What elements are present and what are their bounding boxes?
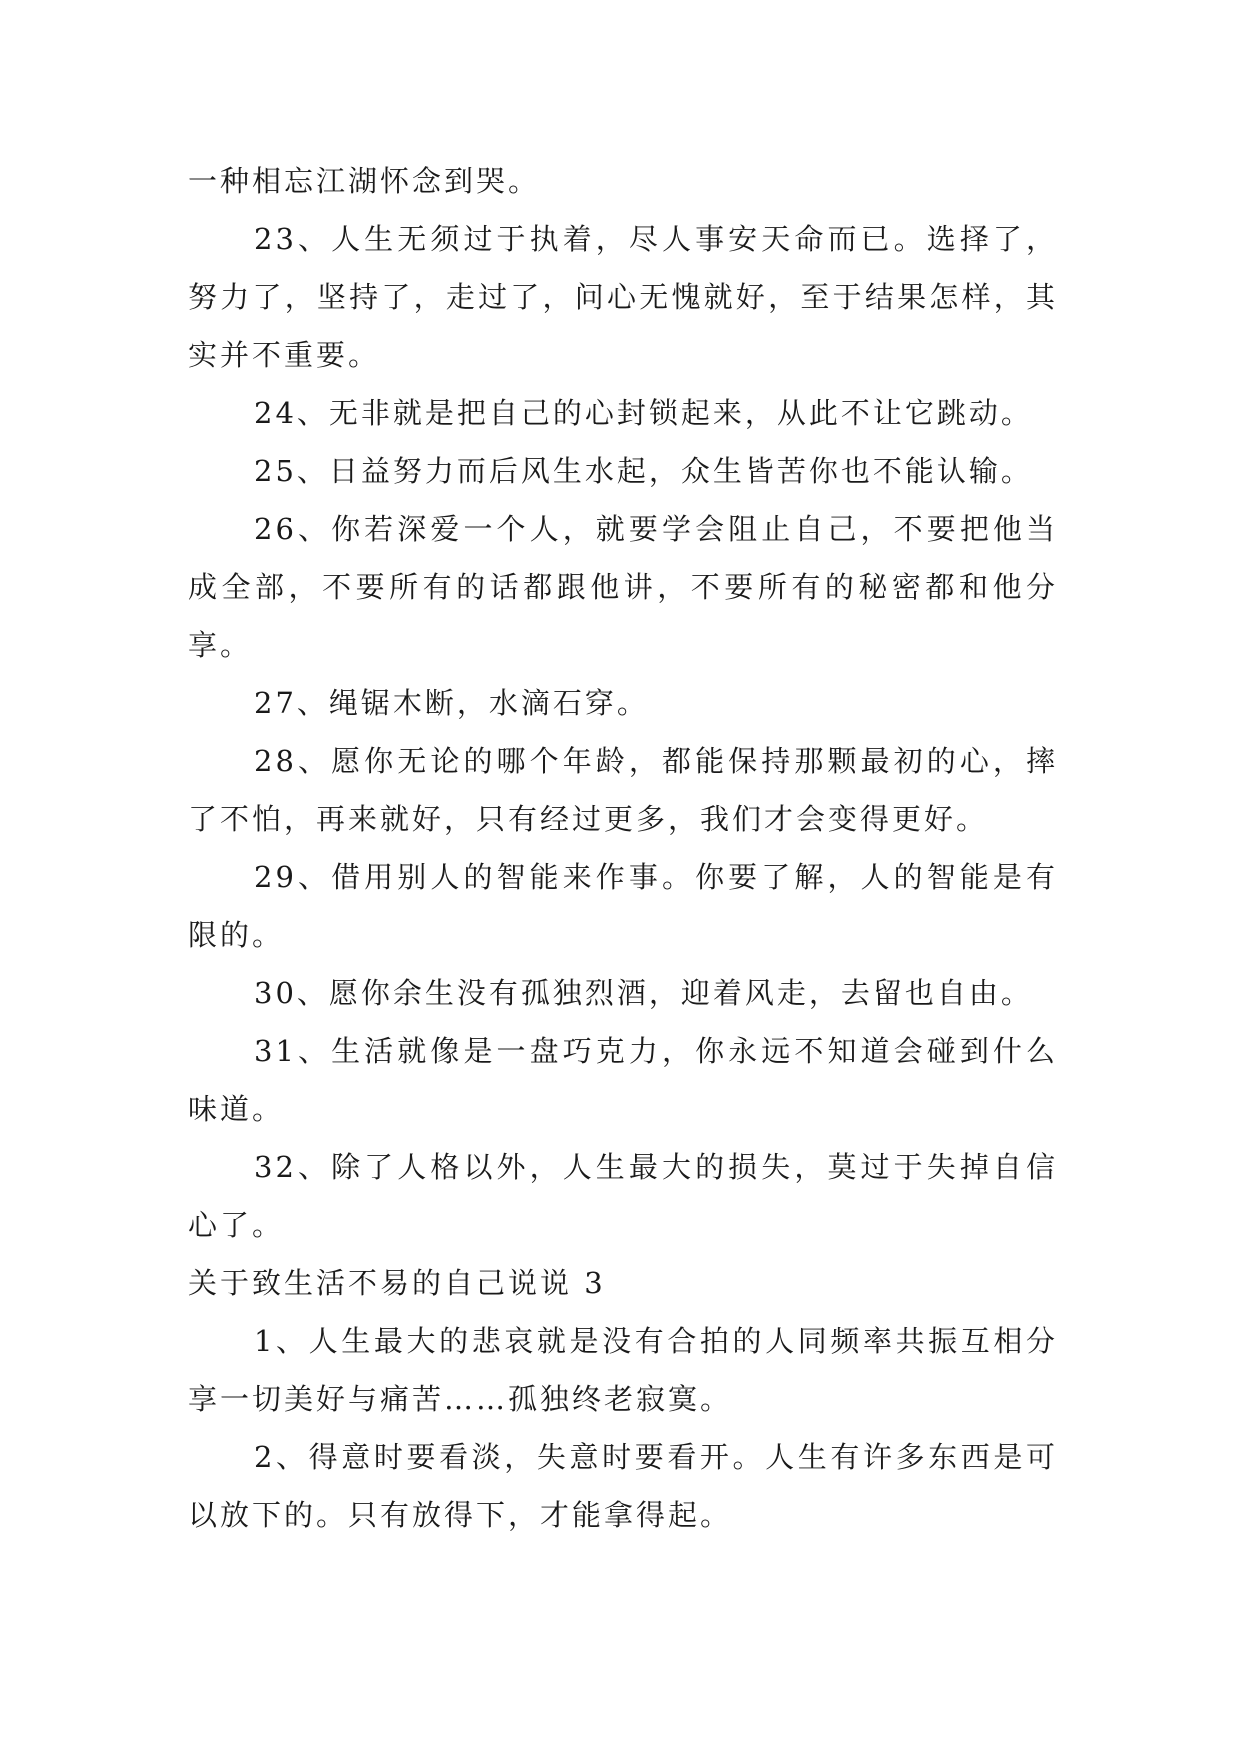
- paragraph-item-30: 30、愿你余生没有孤独烈酒，迎着风走，去留也自由。: [254, 976, 1033, 1010]
- paragraph-item-28: 28、愿你无论的哪个年龄，都能保持那颗最初的心，摔了不怕，再来就好，只有经过更多，我们才会变得更好。: [188, 744, 1058, 836]
- section-paragraph-item-2: 2、得意时要看淡，失意时要看开。人生有许多东西是可以放下的。只有放得下，才能拿得起。: [188, 1440, 1058, 1532]
- paragraph-item-32: 32、除了人格以外，人生最大的损失，莫过于失掉自信心了。: [188, 1150, 1058, 1242]
- document-page: [188, 152, 1058, 1544]
- paragraph-item-27: 27、绳锯木断，水滴石穿。: [254, 686, 649, 720]
- section-heading: 关于致生活不易的自己说说 3: [188, 1266, 606, 1300]
- paragraph-item-29: 29、借用别人的智能来作事。你要了解，人的智能是有限的。: [188, 860, 1058, 952]
- paragraph-item-25: 25、日益努力而后风生水起，众生皆苦你也不能认输。: [254, 454, 1033, 488]
- paragraph-item-24: 24、无非就是把自己的心封锁起来，从此不让它跳动。: [254, 396, 1033, 430]
- section-paragraph-item-1: 1、人生最大的悲哀就是没有合拍的人同频率共振互相分享一切美好与痛苦……孤独终老寂寞。: [188, 1324, 1058, 1416]
- paragraph-item-26: 26、你若深爱一个人，就要学会阻止自己，不要把他当成全部，不要所有的话都跟他讲，不要所有的秘密都和他分享。: [188, 512, 1058, 662]
- paragraph-item-23: 23、人生无须过于执着，尽人事安天命而已。选择了，努力了，坚持了，走过了，问心无愧就好，至于结果怎样，其实并不重要。: [188, 222, 1058, 372]
- paragraph-continuation: 一种相忘江湖怀念到哭。: [188, 164, 541, 198]
- paragraph-item-31: 31、生活就像是一盘巧克力，你永远不知道会碰到什么味道。: [188, 1034, 1058, 1126]
